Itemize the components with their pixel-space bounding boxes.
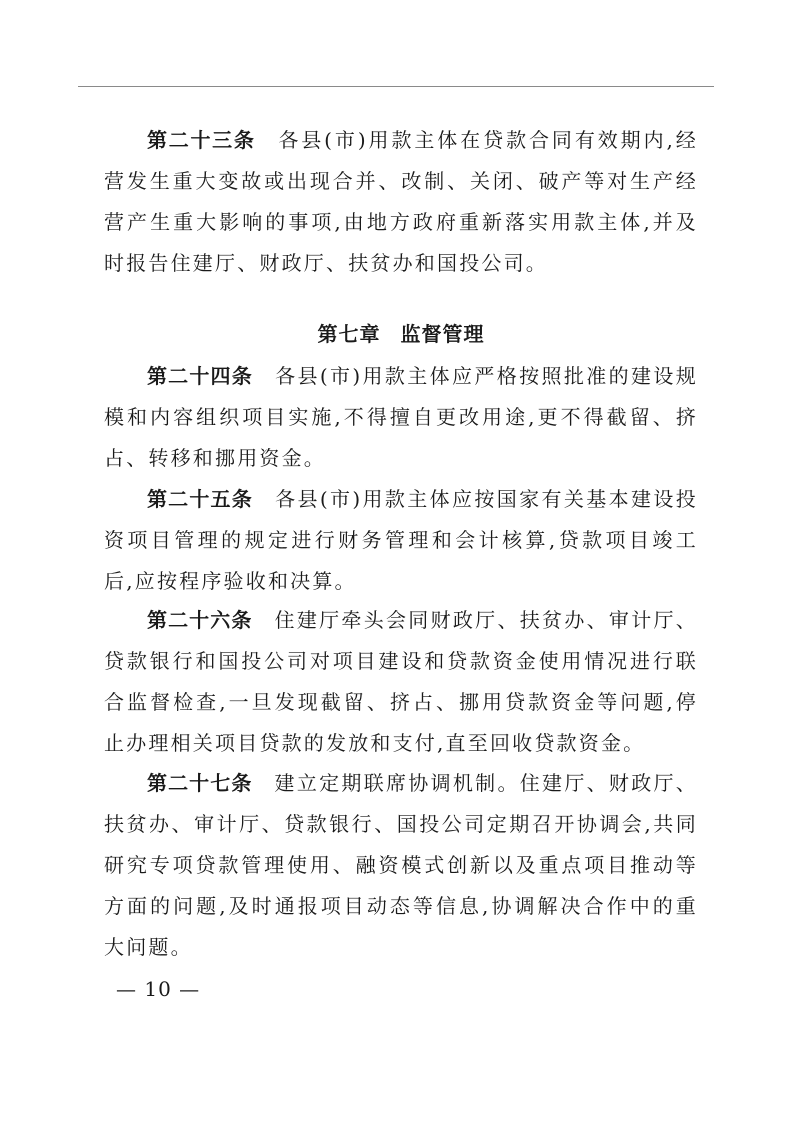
article-24 xyxy=(104,356,698,479)
article-25-text: 各县(市)用款主体应按国家有关基本建设投资项目管理的规定进行财务管理和会计核算,贷款项目竣工后,应按程序验收和决算。 xyxy=(104,487,699,593)
chapter-number: 第七章 xyxy=(317,322,381,346)
chapter-heading xyxy=(104,318,698,350)
article-24-text: 各县(市)用款主体应严格按照批准的建设规模和内容组织项目实施,不得擅自更改用途,更不得截留、挤占、转移和挪用资金。 xyxy=(104,364,699,470)
chapter-title: 监督管理 xyxy=(400,322,485,346)
article-26 xyxy=(104,600,698,764)
article-27 xyxy=(104,763,698,968)
article-27-text: 建立定期联席协调机制。住建厅、财政厅、扶贫办、审计厅、贷款银行、国投公司定期召开协调会,共同研究专项贷款管理使用、融资模式创新以及重点项目推动等方面的问题,及时通报项目动态等信息,协调解决合作中的重大问题。 xyxy=(104,771,699,959)
article-24-label: 第二十四条 xyxy=(147,364,253,388)
article-26-text: 住建厅牵头会同财政厅、扶贫办、审计厅、贷款银行和国投公司对项目建设和贷款资金使用情况进行联合监督检查,一旦发现截留、挤占、挪用贷款资金等问题,停止办理相关项目贷款的发放和支付,直至回收贷款资金。 xyxy=(104,608,699,755)
article-23-text: 各县(市)用款主体在贷款合同有效期内,经营发生重大变故或出现合并、改制、关闭、破产等对生产经营产生重大影响的事项,由地方政府重新落实用款主体,并及时报告住建厅、财政厅、扶贫办和国投公司。 xyxy=(104,128,698,275)
article-25-label: 第二十五条 xyxy=(147,487,253,511)
page-number: — 10 — xyxy=(116,977,201,1001)
article-26-label: 第二十六条 xyxy=(147,608,253,632)
article-27-label: 第二十七条 xyxy=(147,771,253,795)
article-23 xyxy=(104,120,698,284)
article-23-label: 第二十三条 xyxy=(147,128,256,152)
article-25 xyxy=(104,479,698,602)
header-rule xyxy=(78,86,714,87)
